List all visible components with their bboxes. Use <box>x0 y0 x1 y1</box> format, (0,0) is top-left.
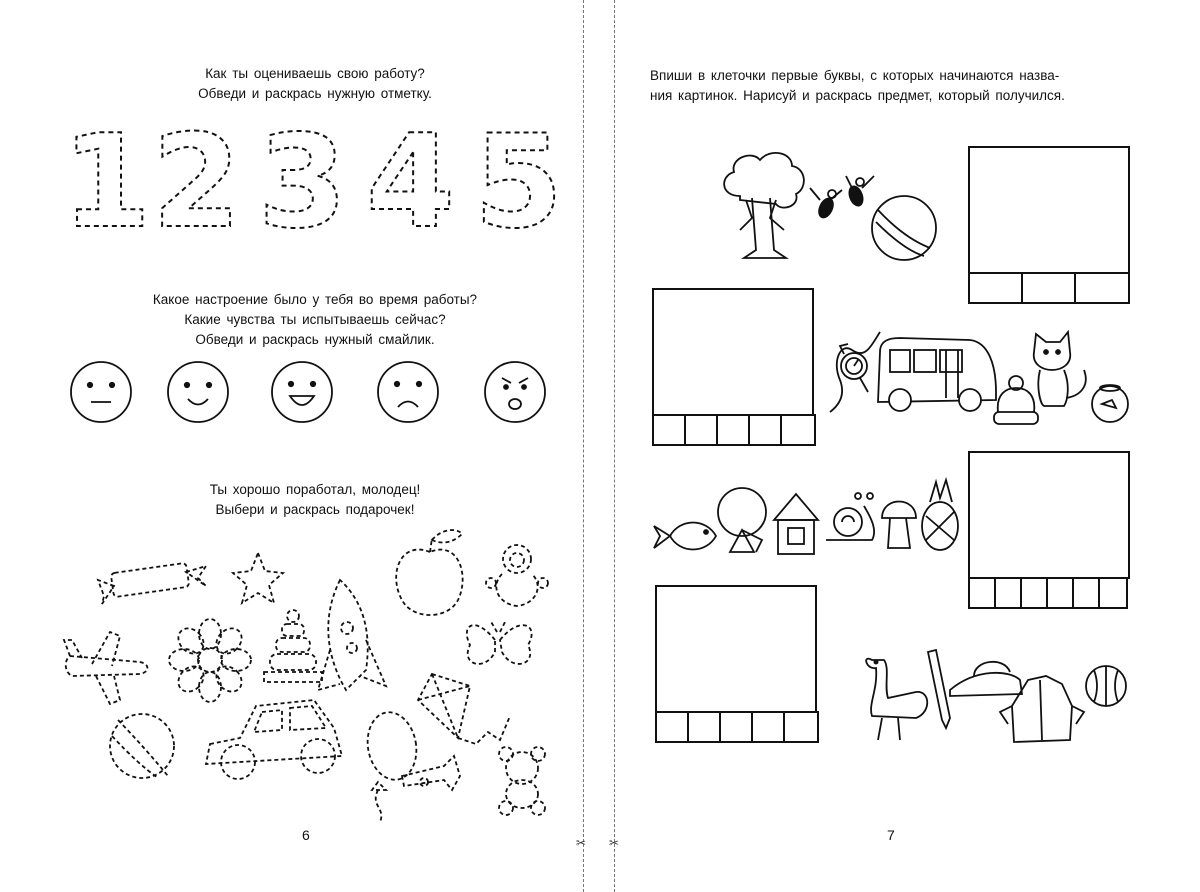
fur-coat-icon <box>1000 676 1084 742</box>
wasps-icon <box>810 176 874 220</box>
instructions: Впиши в клеточки первые буквы, с которых начинаются назва- ния картинок. Нарисуй и раскрась предмет, который получился. <box>650 68 1065 103</box>
snail-icon <box>826 493 874 540</box>
praise-text: Ты хорошо поработал, молодец! Выбери и раскрась подарочек! <box>209 482 421 517</box>
page-number-right: 7 <box>887 827 895 843</box>
goose-icon <box>866 659 927 740</box>
mushroom-icon <box>882 502 916 549</box>
grade-3[interactable]: 3 <box>258 108 348 257</box>
iron-icon <box>950 662 1022 696</box>
tree-icon <box>724 153 804 258</box>
page-number-left: 6 <box>302 827 310 843</box>
grade-1[interactable]: 1 <box>62 108 152 257</box>
bus-icon <box>878 338 996 411</box>
ball-icon <box>872 196 936 260</box>
fishbowl-icon <box>1092 385 1128 422</box>
grade-2[interactable]: 2 <box>152 108 242 257</box>
cat-icon <box>1034 332 1086 406</box>
mood-question: Какое настроение было у тебя во время работы? Какие чувства ты испытываешь сейчас? Обведи и раскрась нужный смайлик. <box>152 292 478 347</box>
scissors-icon: ✂ <box>609 836 620 850</box>
pineapple-icon <box>922 480 958 550</box>
watermelon-icon <box>1086 666 1126 706</box>
fish-icon <box>654 523 716 550</box>
scissors-icon: ✂ <box>576 836 587 850</box>
orange-icon <box>718 488 766 552</box>
rating-question: Как ты оцениваешь свою работу? Обведи и раскрась нужную отметку. <box>198 66 432 101</box>
hat-icon <box>994 376 1038 424</box>
worm-icon <box>830 332 880 412</box>
grade-5[interactable]: 5 <box>474 108 564 257</box>
pen-icon <box>928 650 950 728</box>
grade-4[interactable]: 4 <box>366 108 456 257</box>
house-icon <box>774 494 818 554</box>
